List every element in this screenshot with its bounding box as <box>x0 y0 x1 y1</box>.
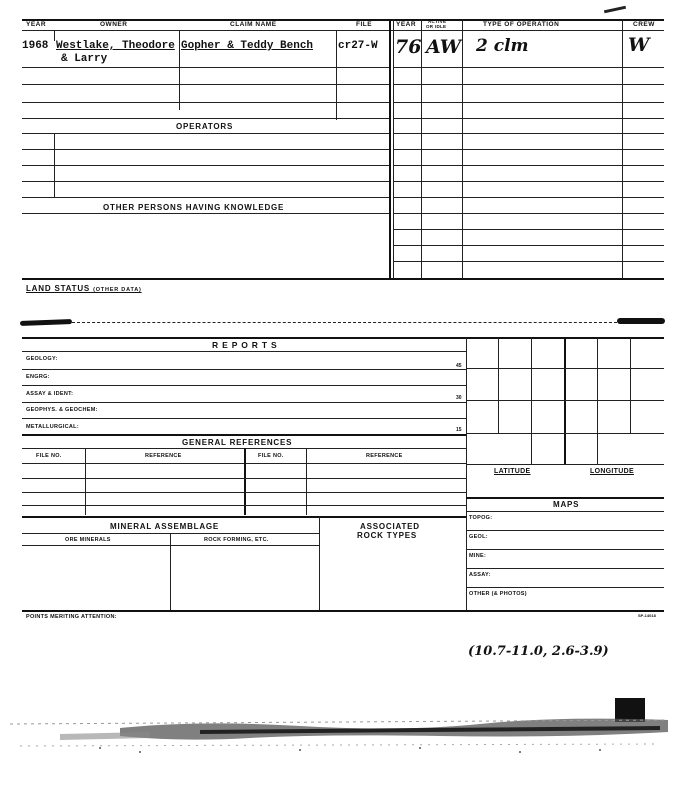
report-number-30: 30 <box>456 395 462 401</box>
ref-file-no-2: FILE NO. <box>258 453 284 459</box>
handwritten-status: AW <box>426 36 462 58</box>
maps-mine: MINE: <box>469 553 487 559</box>
divider <box>54 30 55 41</box>
header-or-idle: OR IDLE <box>426 24 447 29</box>
maps-topog: TOPOG: <box>469 515 493 521</box>
header-claim-name: CLAIM NAME <box>230 21 277 28</box>
row-line <box>466 549 664 550</box>
row-line <box>393 197 664 198</box>
row-line <box>393 213 664 214</box>
divider <box>170 533 171 610</box>
ore-minerals-label: ORE MINERALS <box>65 537 111 543</box>
row-line <box>22 102 389 103</box>
row-line <box>22 67 389 68</box>
row-line <box>22 84 389 85</box>
report-number-15: 15 <box>456 427 462 433</box>
other-persons-title: OTHER PERSONS HAVING KNOWLEDGE <box>103 203 285 212</box>
handwritten-operation: 2 clm <box>476 36 529 56</box>
row-line <box>466 511 664 512</box>
operators-title: OPERATORS <box>176 122 234 131</box>
header-crew: CREW <box>633 21 655 28</box>
row-line <box>22 434 466 436</box>
latitude-label: LATITUDE <box>494 468 531 475</box>
row-line <box>22 165 389 166</box>
maps-other: OTHER (& PHOTOS) <box>469 591 527 597</box>
row-line <box>22 351 466 352</box>
grid-line <box>466 400 664 401</box>
report-number-45: 45 <box>456 363 462 369</box>
row-line <box>466 587 664 588</box>
check-mark <box>604 6 626 14</box>
row-line <box>393 133 664 134</box>
ink-smudge <box>20 319 72 326</box>
header-owner: OWNER <box>100 21 128 28</box>
row-line <box>22 505 466 506</box>
record-year: 1968 <box>22 40 49 52</box>
maps-geol: GEOL: <box>469 534 488 540</box>
header-year-right: YEAR <box>396 21 417 28</box>
form-code: SP-14018 <box>638 613 656 618</box>
divider <box>319 516 320 610</box>
mineral-assemblage-title: MINERAL ASSEMBLAGE <box>110 522 220 531</box>
row-line <box>393 261 664 262</box>
handwritten-crew: W <box>628 34 650 56</box>
header-active: ACTIVE <box>428 19 447 24</box>
row-line <box>393 229 664 230</box>
record-owner-line2: & Larry <box>61 53 108 65</box>
row-line <box>22 418 466 419</box>
row-line <box>393 118 664 119</box>
row-line <box>22 492 466 493</box>
ref-reference-2: REFERENCE <box>366 453 403 459</box>
grid-line <box>466 368 664 369</box>
row-line <box>22 149 389 150</box>
grid-line <box>498 337 499 433</box>
handwritten-year: 76 <box>395 36 422 58</box>
report-assay: ASSAY & IDENT: <box>26 391 74 397</box>
row-line <box>22 118 389 119</box>
record-owner: Westlake, Theodore <box>56 40 175 52</box>
reports-top-border <box>22 337 664 339</box>
row-line <box>466 568 664 569</box>
grid-line <box>466 497 664 499</box>
row-line <box>393 102 664 103</box>
row-line <box>22 181 389 182</box>
top-block-border <box>22 278 664 280</box>
longitude-label: LONGITUDE <box>590 468 634 475</box>
report-geology: GEOLOGY: <box>26 356 58 362</box>
row-line <box>393 149 664 150</box>
row-line <box>22 213 389 214</box>
row-line <box>393 245 664 246</box>
row-line <box>393 84 664 85</box>
grid-line <box>466 464 664 465</box>
points-meriting-attention: POINTS MERITING ATTENTION: <box>26 614 117 620</box>
rock-types-title: ROCK TYPES <box>357 531 418 540</box>
row-line <box>72 322 617 323</box>
header-type-of-operation: TYPE OF OPERATION <box>483 21 560 28</box>
row-line <box>22 478 466 479</box>
row-line <box>22 385 466 386</box>
land-status-title <box>26 284 142 293</box>
grid-line <box>466 433 664 434</box>
report-metallurgical: METALLURGICAL: <box>26 424 79 430</box>
ref-reference: REFERENCE <box>145 453 182 459</box>
divider-main <box>389 19 391 279</box>
ink-smudge <box>617 318 665 324</box>
row-line <box>22 133 389 134</box>
reports-right-divider <box>466 337 467 612</box>
rock-forming-label: ROCK FORMING, ETC. <box>204 537 269 543</box>
land-status-label: LAND STATUS <box>26 284 91 293</box>
row-line <box>393 67 664 68</box>
associated-title: ASSOCIATED <box>360 522 420 531</box>
divider <box>336 30 337 120</box>
row-line <box>393 165 664 166</box>
row-line <box>22 402 466 403</box>
row-line <box>22 516 466 518</box>
grid-line <box>630 337 631 433</box>
maps-title: MAPS <box>553 500 580 509</box>
bottom-border <box>22 610 664 612</box>
handwritten-note: (10.7-11.0, 2.6-3.9) <box>468 644 609 659</box>
record-claim-name: Gopher & Teddy Bench <box>181 40 314 52</box>
scan-noise <box>0 690 678 790</box>
header-underline <box>22 30 664 31</box>
record-file: cr27-W <box>338 40 378 52</box>
divider <box>179 30 180 110</box>
row-line <box>22 197 389 198</box>
row-line <box>22 369 466 370</box>
general-references-title: GENERAL REFERENCES <box>182 438 293 447</box>
report-geophys: GEOPHYS. & GEOCHEM: <box>26 407 98 413</box>
land-status-sub: (OTHER DATA) <box>93 287 142 293</box>
header-file: FILE <box>356 21 373 28</box>
report-engrg: ENGRG: <box>26 374 50 380</box>
row-line <box>393 181 664 182</box>
header-year: YEAR <box>26 21 47 28</box>
reports-title: R E P O R T S <box>212 340 278 350</box>
maps-assay: ASSAY: <box>469 572 491 578</box>
ref-file-no: FILE NO. <box>36 453 62 459</box>
row-line <box>466 530 664 531</box>
